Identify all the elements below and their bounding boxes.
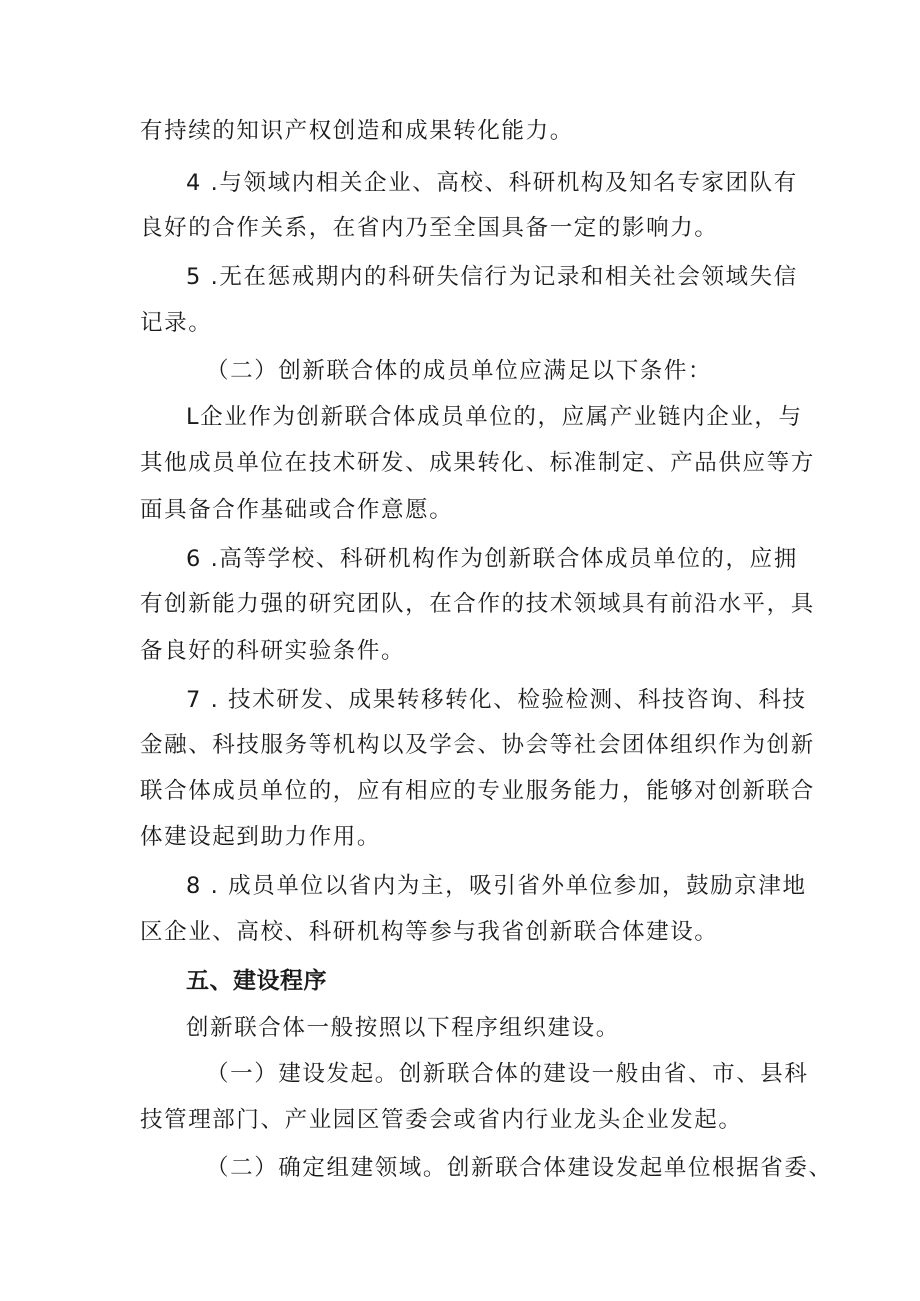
- text-line: L企业作为创新联合体成员单位的，应属产业链内企业，与: [186, 404, 803, 430]
- text-line: 记录。: [140, 310, 213, 336]
- text-line: 面具备合作基础或合作意愿。: [140, 497, 454, 523]
- text-line: 金融、科技服务等机构以及学会、协会等社会团体组织作为创新: [140, 732, 815, 758]
- text-line: 8 . 成员单位以省内为主，吸引省外单位参加，鼓励京津地: [186, 873, 807, 899]
- text-line: （一）建设发起。创新联合体的建设一般由省、市、县科: [206, 1061, 809, 1087]
- text-line: 5 .无在惩戒期内的科研失信行为记录和相关社会领域失信: [186, 264, 798, 290]
- text-line: 创新联合体一般按照以下程序组织建设。: [186, 1015, 620, 1041]
- text-line: （二）创新联合体的成员单位应满足以下条件：: [206, 358, 713, 384]
- text-line: 其他成员单位在技术研发、成果转化、标准制定、产品供应等方: [140, 450, 815, 476]
- text-line: 有创新能力强的研究团队，在合作的技术领域具有前沿水平，具: [140, 591, 815, 617]
- text-line: 良好的合作关系，在省内乃至全国具备一定的影响力。: [140, 215, 719, 241]
- text-line: 7 . 技术研发、成果转移转化、检验检测、科技咨询、科技: [186, 687, 807, 713]
- text-line: 体建设起到助力作用。: [140, 824, 382, 850]
- text-line: （二）确定组建领域。创新联合体建设发起单位根据省委、: [206, 1155, 833, 1181]
- text-line: 备良好的科研实验条件。: [140, 638, 406, 664]
- text-line: 联合体成员单位的，应有相应的专业服务能力，能够对创新联合: [140, 778, 815, 804]
- text-line: 4 .与领域内相关企业、高校、科研机构及知名专家团队有: [186, 170, 798, 196]
- text-line: 有持续的知识产权创造和成果转化能力。: [140, 118, 574, 144]
- text-line: 区企业、高校、科研机构等参与我省创新联合体建设。: [140, 919, 719, 945]
- section-heading: 五、建设程序: [186, 968, 327, 994]
- text-line: 6 .高等学校、科研机构作为创新联合体成员单位的，应拥: [186, 546, 798, 572]
- text-line: 技管理部门、产业园区管委会或省内行业龙头企业发起。: [140, 1107, 743, 1133]
